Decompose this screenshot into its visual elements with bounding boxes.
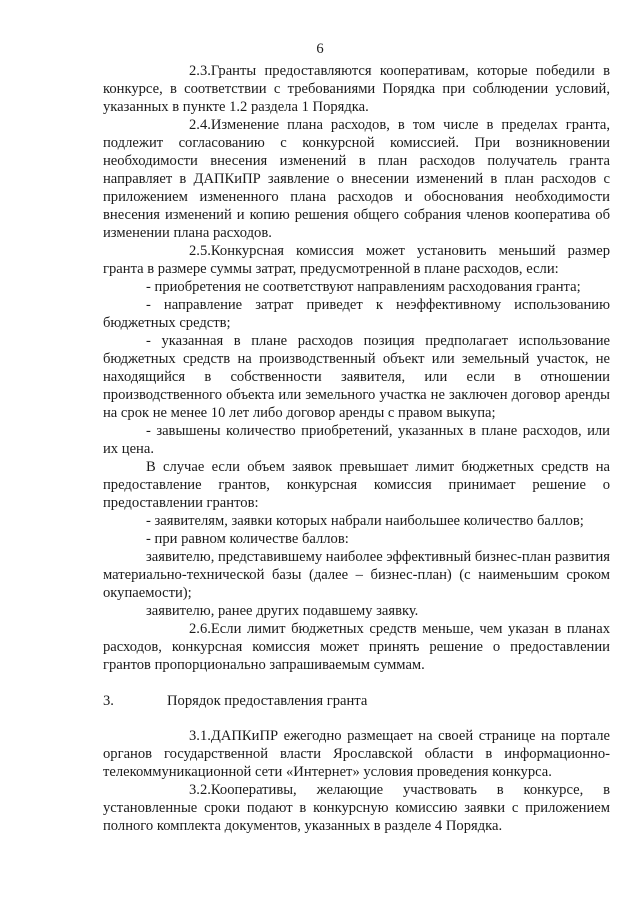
list-item: - приобретения не соответствуют направлениям расходования гранта; bbox=[146, 279, 581, 295]
list-item: - заявителям, заявки которых набрали наибольшее количество баллов; bbox=[146, 513, 584, 529]
clause-number: 2.3. bbox=[189, 63, 211, 79]
list-item: - направление затрат приведет к неэффективному использованию бюджетных средств; bbox=[103, 297, 610, 331]
spacer bbox=[103, 710, 610, 727]
document-body bbox=[103, 62, 610, 835]
paragraph-3-2 bbox=[103, 781, 610, 835]
section-number: 3. bbox=[103, 693, 114, 709]
list-item: заявителю, представившему наиболее эффективный бизнес-план развития материально-технической базы (далее – бизнес-план) (с наименьшим сроком окупаемости); bbox=[103, 549, 611, 601]
clause-number: 2.4. bbox=[189, 117, 211, 133]
clause-text: Изменение плана расходов, в том числе в пределах гранта, подлежит согласованию с конкурсной комиссией. При возникновении необходимости внесения изменений в план расходов получатель гранта направляет в ДАПКиПР заявление о внесении изменений в план расходов с приложением измененного плана расходов и обоснования необходимости внесения изменений и копию решения общего собрания членов кооператива об изменении плана расходов. bbox=[103, 117, 610, 241]
list-item: - при равном количестве баллов: bbox=[146, 531, 349, 547]
paragraph-2-6 bbox=[103, 620, 610, 674]
paragraph-2-5 bbox=[103, 242, 610, 278]
clause-text: Гранты предоставляются кооперативам, которые победили в конкурсе, в соответствии с требованиями Порядка при соблюдении условий, указанных в пункте 1.2 раздела 1 Порядка. bbox=[103, 63, 610, 115]
clause-number: 2.5. bbox=[189, 243, 211, 259]
clause-number: 3.1. bbox=[189, 728, 211, 744]
clause-text: Кооперативы, желающие участвовать в конкурсе, в установленные сроки подают в конкурсную комиссию заявки с приложением полного комплекта документов, указанных в разделе 4 Порядка. bbox=[103, 782, 610, 834]
section-title: Порядок предоставления гранта bbox=[167, 693, 368, 709]
clause-number: 3.2. bbox=[189, 782, 211, 798]
clause-number: 2.6. bbox=[189, 621, 211, 637]
paragraph-2-3 bbox=[103, 62, 610, 116]
list-item: - завышены количество приобретений, указанных в плане расходов, или их цена. bbox=[103, 423, 610, 457]
list-item: - указанная в плане расходов позиция предполагает использование бюджетных средств на производственный объект или земельный участок, не находящийся в собственности заявителя, или если в отношении производственного объекта или земельного участка не заключен договор аренды на срок не менее 10 лет либо договор аренды с правом выкупа; bbox=[103, 333, 610, 421]
section-heading bbox=[103, 684, 610, 710]
list-item: заявителю, ранее других подавшему заявку. bbox=[146, 603, 419, 619]
paragraph-2-4 bbox=[103, 116, 610, 242]
clause-text: Конкурсная комиссия может установить меньший размер гранта в размере суммы затрат, предусмотренной в плане расходов, если: bbox=[103, 243, 610, 277]
clause-text: Если лимит бюджетных средств меньше, чем указан в планах расходов, конкурсная комиссия может принять решение о предоставлении грантов пропорционально запрашиваемым суммам. bbox=[103, 621, 610, 673]
paragraph-3-1 bbox=[103, 727, 610, 781]
clause-text: ДАПКиПР ежегодно размещает на своей странице на портале органов государственной власти Ярославской области в информационно-телекоммуникационной сети «Интернет» условия проведения конкурса. bbox=[103, 728, 610, 780]
page-number: 6 bbox=[316, 41, 324, 57]
paragraph-limit: В случае если объем заявок превышает лимит бюджетных средств на предоставление грантов, конкурсная комиссия принимает решение о предоставлении грантов: bbox=[103, 459, 610, 511]
